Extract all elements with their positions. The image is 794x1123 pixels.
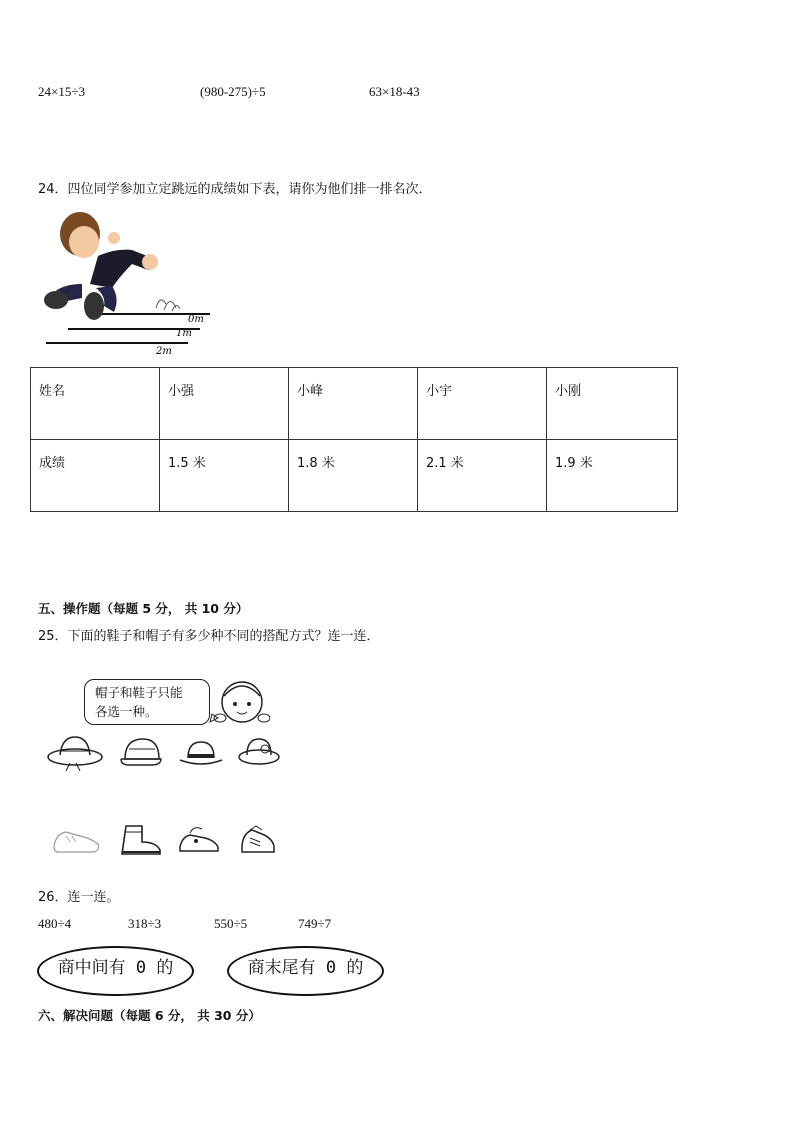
bubble-line-1: 帽子和鞋子只能 — [95, 685, 183, 700]
table-cell: 小强 — [160, 368, 289, 440]
section-5-title: 五、操作题（每题 5 分， 共 10 分） — [38, 601, 249, 616]
table-cell: 小峰 — [289, 368, 418, 440]
expression-2: (980-275)÷5 — [200, 84, 266, 99]
table-cell: 姓名 — [31, 368, 160, 440]
long-jump-illustration — [38, 210, 223, 360]
fedora-icon — [178, 738, 224, 768]
division-1: 480÷4 — [38, 916, 72, 931]
speech-bubble — [84, 679, 210, 725]
mark-0m: 0m — [188, 314, 204, 325]
scores-table — [30, 367, 678, 512]
mark-2m: 2m — [156, 346, 172, 357]
sneaker-icon — [50, 824, 102, 856]
question-24-text: 24．四位同学参加立定跳远的成绩如下表，请你为他们排一排名次． — [38, 182, 432, 197]
division-4: 749÷7 — [298, 916, 332, 931]
table-cell: 小宇 — [418, 368, 547, 440]
cap-icon — [119, 735, 163, 769]
question-26-text: 26．连一连。 — [38, 890, 120, 905]
table-cell: 1.8 米 — [289, 440, 418, 512]
table-row-names — [31, 368, 678, 440]
flower-hat-icon — [237, 735, 281, 767]
boot-icon — [118, 822, 164, 858]
expression-3: 63×18-43 — [369, 84, 420, 99]
table-cell: 1.5 米 — [160, 440, 289, 512]
division-2: 318÷3 — [128, 916, 162, 931]
sun-hat-icon — [46, 733, 104, 771]
expression-1: 24×15÷3 — [38, 84, 85, 99]
division-3: 550÷5 — [214, 916, 248, 931]
oval-end-zero[interactable]: 商末尾有 0 的 — [227, 946, 384, 996]
table-cell: 成绩 — [31, 440, 160, 512]
section-6-title: 六、解决问题（每题 6 分， 共 30 分） — [38, 1008, 261, 1023]
bubble-line-2: 各选一种。 — [95, 704, 158, 719]
table-row-scores — [31, 440, 678, 512]
girl-face-icon — [208, 674, 270, 732]
casual-shoe-icon — [176, 823, 222, 857]
table-cell: 2.1 米 — [418, 440, 547, 512]
oval-middle-zero[interactable]: 商中间有 0 的 — [37, 946, 194, 996]
table-cell: 小刚 — [547, 368, 678, 440]
table-cell: 1.9 米 — [547, 440, 678, 512]
mark-1m: 1m — [176, 328, 192, 339]
sport-shoe-icon — [236, 822, 278, 858]
question-25-text: 25．下面的鞋子和帽子有多少种不同的搭配方式？连一连． — [38, 629, 380, 644]
